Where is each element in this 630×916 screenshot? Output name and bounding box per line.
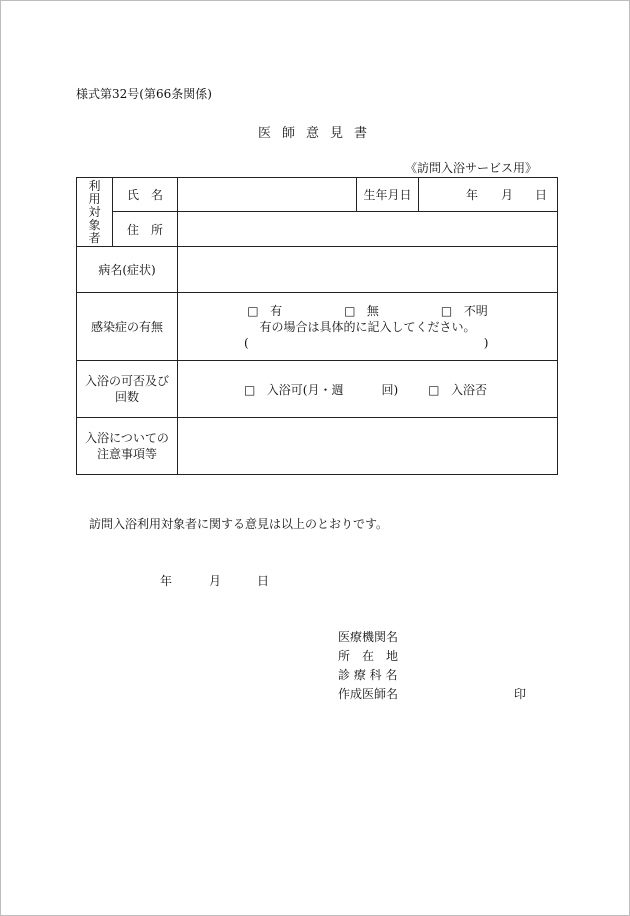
name-field[interactable] bbox=[178, 178, 357, 212]
bathing-label: 入浴の可否及び 回数 bbox=[77, 361, 178, 418]
disease-field[interactable] bbox=[178, 247, 558, 293]
address-row bbox=[77, 212, 558, 247]
disease-row bbox=[77, 247, 558, 293]
opinion-form-table bbox=[76, 177, 558, 475]
disease-label: 病名(症状) bbox=[77, 247, 178, 293]
bathing-field bbox=[178, 361, 558, 418]
checkbox-yes[interactable]: □ 有 bbox=[247, 303, 283, 318]
address-field[interactable] bbox=[178, 212, 558, 247]
date-month: 月 bbox=[209, 574, 222, 588]
infection-field bbox=[178, 293, 558, 361]
infection-options bbox=[178, 303, 557, 319]
checkbox-bathing-ng[interactable]: □ 入浴否 bbox=[428, 382, 487, 397]
subject-label: 利 用 対 象 者 bbox=[77, 178, 113, 247]
birthdate-month: 月 bbox=[501, 188, 514, 202]
infection-detail-field[interactable]: ( ) bbox=[244, 335, 489, 350]
date-year: 年 bbox=[160, 574, 173, 588]
infection-note: 有の場合は具体的に記入してください。 bbox=[259, 319, 476, 334]
birthdate-year: 年 bbox=[466, 188, 479, 202]
birthdate-day: 日 bbox=[535, 188, 548, 202]
name-label: 氏 名 bbox=[113, 178, 178, 212]
institution-label: 医療機関名 bbox=[338, 630, 399, 644]
caution-row bbox=[77, 418, 558, 475]
infection-row bbox=[77, 293, 558, 361]
name-row bbox=[77, 178, 558, 212]
checkbox-no[interactable]: □ 無 bbox=[344, 303, 379, 318]
signature-date[interactable] bbox=[160, 572, 269, 589]
form-number: 様式第32号(第66条関係) bbox=[76, 87, 212, 101]
checkbox-unknown[interactable]: □ 不明 bbox=[440, 303, 488, 318]
doctor-label: 作成医師名 bbox=[338, 687, 399, 701]
caution-field[interactable] bbox=[178, 418, 558, 475]
birthdate-field[interactable] bbox=[419, 178, 558, 212]
checkbox-bathing-ok[interactable]: □ 入浴可(月・週 回) bbox=[244, 382, 399, 397]
infection-label: 感染症の有無 bbox=[77, 293, 178, 361]
bathing-row bbox=[77, 361, 558, 418]
address-label: 住 所 bbox=[113, 212, 178, 247]
location-label: 所 在 地 bbox=[338, 649, 399, 663]
document-title: 医師意見書 bbox=[258, 126, 379, 141]
document-subtitle: 《訪問入浴サービス用》 bbox=[405, 161, 538, 175]
department-label: 診 療 科 名 bbox=[338, 668, 398, 682]
seal-label: 印 bbox=[514, 687, 527, 701]
closing-statement: 訪問入浴利用対象者に関する意見は以上のとおりです。 bbox=[89, 517, 389, 531]
birthdate-label: 生年月日 bbox=[357, 178, 419, 212]
caution-label: 入浴についての 注意事項等 bbox=[77, 418, 178, 475]
date-day: 日 bbox=[257, 574, 270, 588]
